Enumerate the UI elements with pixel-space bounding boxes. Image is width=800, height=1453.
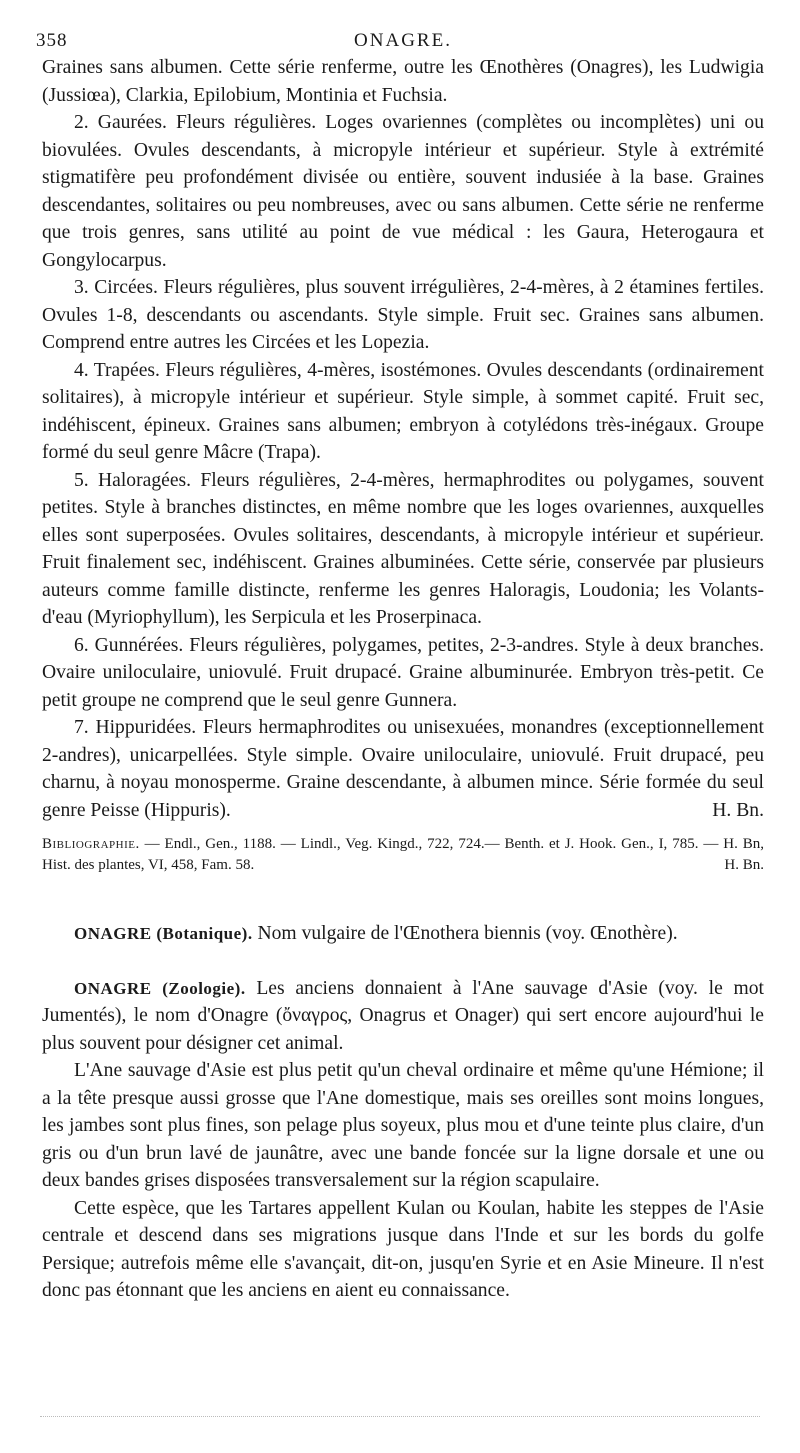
paragraph: 3. Circées. Fleurs régulières, plus souvent irrégulières, 2-4-mères, à 2 étamines fertiles. Ovules 1-8, descendants ou ascendants. Style simple. Fruit sec. Graines sans albumen. Comprend entre autres les Circées et les Lopezia.	[42, 277, 764, 353]
entry-text: Les anciens donnaient à l'Ane sauvage d'Asie (voy. le mot Jumentés), le nom d'Onagre (ὄναγρος, Onagrus et Onager) qui sert encore aujourd'hui le plus souvent pour désigner cet animal.	[42, 977, 764, 1054]
dictionary-entry-botanique	[42, 920, 764, 948]
entry-headword: ONAGRE (Botanique).	[74, 924, 253, 943]
paragraph: 2. Gaurées. Fleurs régulières. Loges ovariennes (complètes ou incomplètes) uni ou biovulées. Ovules descendants, à micropyle intérieur et supérieur. Style à extrémité stigmatifère peu profondément divisée ou entière, souvent indusiée à la base. Graines descendantes, solitaires ou peu nombreuses, avec ou sans albumen. Cette série ne renferme que trois genres, sans utilité au point de vue médical : les Gaura, Heterogaura et Gongylocarpus.	[42, 112, 764, 271]
main-text	[42, 54, 764, 824]
paragraph: L'Ane sauvage d'Asie est plus petit qu'un cheval ordinaire et même qu'une Hémione; il a la tête presque aussi grosse que l'Ane domestique, mais ses oreilles sont moins longues, les jambes sont plus fines, son pelage plus soyeux, plus mou et d'une teinte plus claire, d'un gris ou d'un brun lavé de jaunâtre, avec une bande foncée sur la ligne dorsale et une ou deux bandes grises disposées transversalement sur la région scapulaire.	[42, 1060, 764, 1191]
entry-headword: ONAGRE (Zoologie).	[74, 978, 246, 998]
bibliography-label: Bibliographie.	[42, 836, 140, 852]
zoology-text	[42, 1057, 764, 1305]
paragraph: 4. Trapées. Fleurs régulières, 4-mères, isostémones. Ovules descendants (ordinairement solitaires), à micropyle intérieur et supérieur. Style simple, à sommet capité. Fruit sec, indéhiscent, épineux. Graines sans albumen; embryon à cotylédons très-inégaux. Groupe formé du seul genre Mâcre (Trapa).	[42, 359, 764, 463]
running-title: ONAGRE.	[354, 30, 452, 51]
paragraph: Cette espèce, que les Tartares appellent Kulan ou Koulan, habite les steppes de l'Asie centrale et descend dans ses migrations jusque dans l'Inde et sur les bords du golfe Persique; autrefois même elle s'avançait, dit-on, jusqu'en Syrie et en Asie Mineure. Il n'est donc pas étonnant que les anciens en aient eu connaissance.	[42, 1197, 764, 1301]
page-number: 358	[36, 30, 68, 51]
bibliography-signature: H. Bn.	[724, 857, 764, 873]
page-header	[36, 26, 764, 54]
document-page	[36, 26, 765, 1305]
author-signature: H. Bn.	[712, 799, 764, 821]
bibliography-text: — Endl., Gen., 1188. — Lindl., Veg. Kingd., 722, 724.— Benth. et J. Hook. Gen., I, 785. — H. Bn, Hist. des plantes, VI, 458, Fam. 58.	[42, 836, 765, 873]
paragraph	[42, 714, 764, 824]
paragraph: 6. Gunnérées. Fleurs régulières, polygames, petites, 2-3-andres. Style à deux branches. Ovaire uniloculaire, uniovulé. Fruit drupacé. Graine albuminurée. Embryon très-petit. Ce petit groupe ne comprend que le seul genre Gunnera.	[42, 634, 764, 711]
bibliography	[42, 834, 764, 876]
dictionary-entry-zoologie	[42, 975, 764, 1058]
entry-text: Nom vulgaire de l'Œnothera biennis (voy. Œnothère).	[257, 923, 678, 944]
page-bottom-edge	[40, 1416, 760, 1420]
paragraph: Graines sans albumen. Cette série renferme, outre les Œnothères (Onagres), les Ludwigia (Jussiœa), Clarkia, Epilobium, Montinia et Fuchsia.	[42, 57, 764, 106]
paragraph-text: 7. Hippuridées. Fleurs hermaphrodites ou unisexuées, monandres (exceptionnellement 2-andres), unicarpellées. Style simple. Ovaire uniloculaire, uniovulé. Fruit drupacé, peu charnu, à noyau monosperme. Graine descendante, à albumen mince. Série formée du seul genre Peisse (Hippuris).	[42, 717, 764, 821]
paragraph: 5. Haloragées. Fleurs régulières, 2-4-mères, hermaphrodites ou polygames, souvent petites. Style à branches distinctes, en même nombre que les loges ovariennes, auxquelles elles sont superposées. Ovules solitaires, descendants, à micropyle intérieur et supérieur. Fruit finalement sec, indéhiscent. Graines albuminées. Cette série, conservée par plusieurs auteurs comme famille distincte, renferme les genres Haloragis, Loudonia; les Volants-d'eau (Myriophyllum), les Serpicula et les Proserpinaca.	[42, 469, 764, 628]
